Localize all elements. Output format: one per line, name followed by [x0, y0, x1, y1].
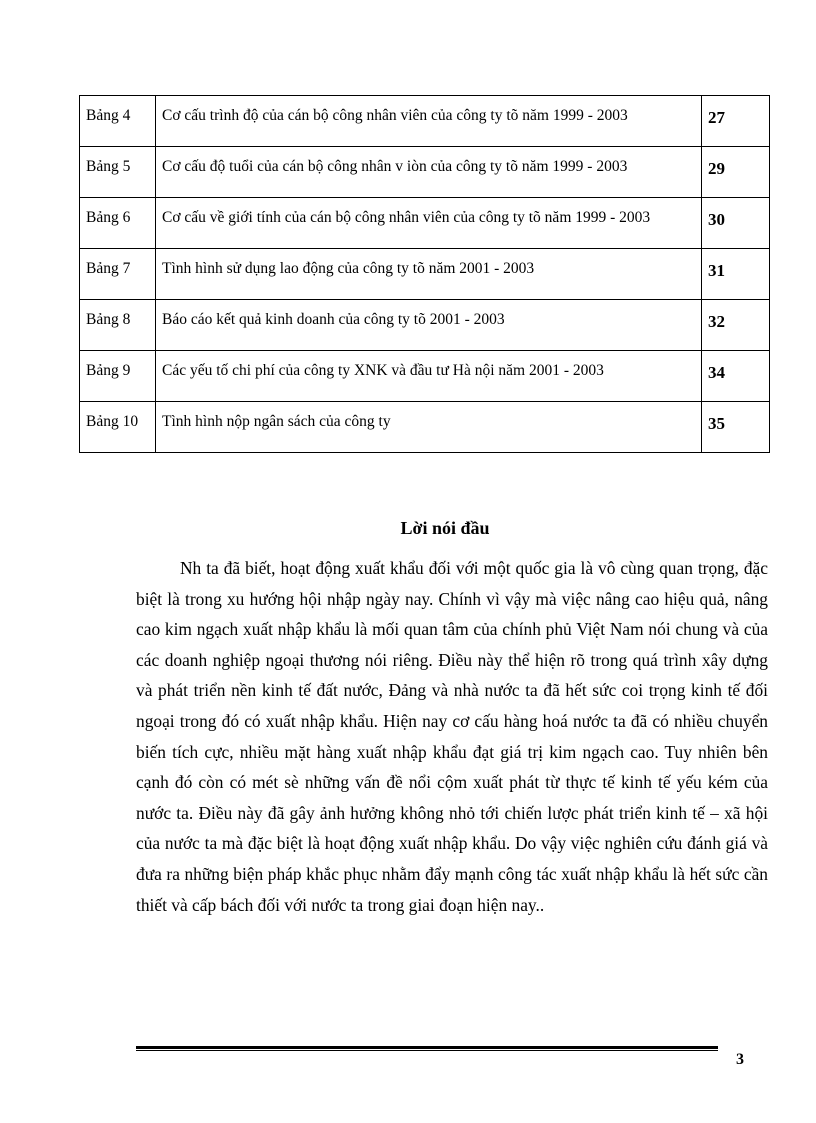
table-title: Tình hình nộp ngân sách của công ty — [156, 402, 702, 453]
table-row — [80, 300, 770, 351]
table-label: Bảng 6 — [80, 198, 156, 249]
table-page-number: 34 — [702, 351, 770, 402]
table-of-tables — [79, 95, 770, 453]
table-title: Các yếu tố chi phí của công ty XNK và đầu tư Hà nội năm 2001 - 2003 — [156, 351, 702, 402]
table-label: Bảng 9 — [80, 351, 156, 402]
table-row — [80, 96, 770, 147]
table-page-number: 27 — [702, 96, 770, 147]
table-page-number: 29 — [702, 147, 770, 198]
table-title: Cơ cấu về giới tính của cán bộ công nhân viên của công ty tõ năm 1999 - 2003 — [156, 198, 702, 249]
table-page-number: 32 — [702, 300, 770, 351]
table-label: Bảng 5 — [80, 147, 156, 198]
table-label: Bảng 4 — [80, 96, 156, 147]
table-title: Tình hình sử dụng lao động của công ty tõ năm 2001 - 2003 — [156, 249, 702, 300]
table-row — [80, 249, 770, 300]
body-paragraph: Nh ta đã biết, hoạt động xuất khẩu đối với một quốc gia là vô cùng quan trọng, đặc biệt là trong xu hướng hội nhập ngày nay. Chính vì vậy mà việc nâng cao hiệu quả, nâng cao kim ngạch xuất nhập khẩu là mối quan tâm của chính phủ Việt Nam nói chung và của các doanh nghiệp ngoại thương nói riêng. Điều này thể hiện rõ trong quá trình xây dựng và phát triển nền kinh tế đất nước, Đảng và nhà nước ta đã hết sức coi trọng kinh tế đối ngoại trong đó có xuất nhập khẩu. Hiện nay cơ cấu hàng hoá nước ta đã có nhiều chuyển biến tích cực, nhiều mặt hàng xuất nhập khẩu đạt giá trị kim ngạch cao. Tuy nhiên bên cạnh đó còn có mét sè những vấn đề nổi cộm xuất phát từ thực tế kinh tế yếu kém của nước ta. Điều này đã gây ảnh hưởng không nhỏ tới chiến lược phát triển kinh tế – xã hội của nước ta mà đặc biệt là hoạt động xuất nhập khẩu. Do vậy việc nghiên cứu đánh giá và đưa ra những biện pháp khắc phục nhằm đẩy mạnh công tác xuất nhập khẩu là hết sức cần thiết và cấp bách đối với nước ta trong giai đoạn hiện nay.. — [136, 558, 768, 915]
table-title: Cơ cấu trình độ của cán bộ công nhân viên của công ty tõ năm 1999 - 2003 — [156, 96, 702, 147]
table-label: Bảng 7 — [80, 249, 156, 300]
table-title: Báo cáo kết quả kinh doanh của công ty tõ 2001 - 2003 — [156, 300, 702, 351]
table-row — [80, 402, 770, 453]
footer-rule — [136, 1046, 718, 1051]
table-title: Cơ cấu độ tuổi của cán bộ công nhân v iòn của công ty tõ năm 1999 - 2003 — [156, 147, 702, 198]
section-heading: Lời nói đầu — [400, 518, 490, 538]
table-page-number: 35 — [702, 402, 770, 453]
table-page-number: 30 — [702, 198, 770, 249]
table-label: Bảng 8 — [80, 300, 156, 351]
table-page-number: 31 — [702, 249, 770, 300]
page-number: 3 — [736, 1051, 744, 1068]
table-row — [80, 351, 770, 402]
toc-body — [80, 96, 770, 453]
table-row — [80, 147, 770, 198]
table-label: Bảng 10 — [80, 402, 156, 453]
table-row — [80, 198, 770, 249]
